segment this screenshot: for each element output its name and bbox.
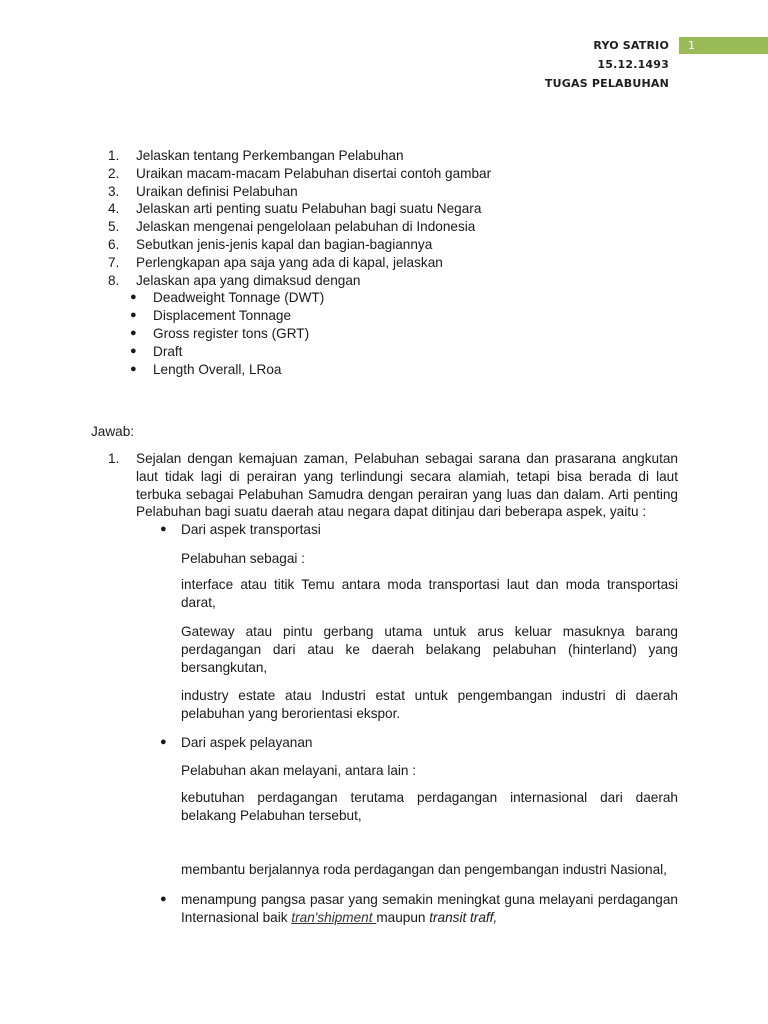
aspect-transport: ● Dari aspek transportasi: [160, 522, 321, 537]
question-item: 4. Jelaskan arti penting suatu Pelabuhan bagi suatu Negara: [108, 201, 482, 217]
bullet-icon: ●: [160, 893, 167, 905]
question-item: 2. Uraikan macam-macam Pelabuhan disertai contoh gambar: [108, 165, 492, 181]
header-block: [545, 36, 669, 93]
bullet-icon: ●: [130, 326, 137, 339]
sub-item: ● Deadweight Tonnage (DWT): [130, 290, 325, 306]
answer-intro: [108, 450, 678, 521]
sub-item: ● Length Overall, LRoa: [130, 361, 282, 377]
bullet-icon: ●: [130, 362, 137, 375]
question-item: 8. Jelaskan apa yang dimaksud dengan: [108, 272, 361, 288]
transhipment-term: tran'shipment: [291, 909, 377, 925]
bullet-icon: ●: [130, 309, 137, 322]
bullet-icon: ●: [160, 736, 167, 748]
page-number-tab: 1: [679, 37, 768, 54]
transit-term: transit traff,: [429, 909, 498, 925]
question-item: 6. Sebutkan jenis-jenis kapal dan bagian-bagiannya: [108, 236, 433, 252]
bullet-icon: ●: [160, 523, 167, 535]
aspect-transport-lead: Pelabuhan sebagai :: [181, 551, 305, 566]
answer-label: Jawab:: [91, 424, 135, 439]
aspect-transport-p2: Gateway atau pintu gerbang utama untuk arus keluar masuknya barang perdagangan dari atau ke daerah belakang pelabuhan (hinterland) yang bersangkutan,: [181, 624, 678, 675]
aspect-service-p1: kebutuhan perdagangan terutama perdagangan internasional dari daerah belakang Pelabuhan tersebut,: [181, 790, 678, 823]
document-title: TUGAS PELABUHAN: [544, 77, 669, 90]
question-item: 5. Jelaskan mengenai pengelolaan pelabuhan di Indonesia: [108, 219, 476, 235]
aspect-service: ● Dari aspek pelayanan: [160, 735, 313, 750]
aspect-transport-p1: interface atau titik Temu antara moda transportasi laut dan moda transportasi darat,: [181, 577, 678, 610]
answer-intro-text: Sejalan dengan kemajuan zaman, Pelabuhan sebagai sarana dan prasarana angkutan laut tidak lagi di perairan yang terlindungi secara alamiah, tetapi bisa berada di laut terbuka sebagai Pelabuhan Samudra dengan perairan yang luas dan dalam. Arti penting Pelabuhan bagi suatu daerah atau negara dapat ditinjau dari beberapa aspek, yaitu :: [136, 451, 678, 520]
question-item: 7. Perlengkapan apa saja yang ada di kapal, jelaskan: [108, 254, 443, 270]
question-list: [108, 147, 491, 378]
question-item: 3. Uraikan definisi Pelabuhan: [108, 183, 298, 199]
author-name: RYO SATRIO: [593, 39, 669, 52]
sub-item-list: [130, 289, 491, 378]
bullet-icon: ●: [130, 291, 137, 304]
bullet-icon: ●: [130, 344, 137, 357]
student-id: 15.12.1493: [597, 58, 669, 71]
sub-item: ● Draft: [130, 343, 183, 359]
aspect-transport-p3: industry estate atau Industri estat untuk pengembangan industri di daerah pelabuhan yang berorientasi ekspor.: [181, 688, 678, 721]
aspect-market: ● menampung pangsa pasar yang semakin meningkat guna melayani perdagangan Internasional baik tran'shipment maupun transit traff,: [160, 892, 678, 925]
question-item: 1. Jelaskan tentang Perkembangan Pelabuhan: [108, 148, 404, 163]
aspect-service-p2: membantu berjalannya roda perdagangan dan pengembangan industri Nasional,: [181, 862, 667, 877]
aspect-service-lead: Pelabuhan akan melayani, antara lain :: [181, 763, 417, 778]
sub-item: ● Gross register tons (GRT): [130, 325, 310, 341]
sub-item: ● Displacement Tonnage: [130, 308, 292, 324]
answer-number: 1.: [108, 451, 120, 466]
